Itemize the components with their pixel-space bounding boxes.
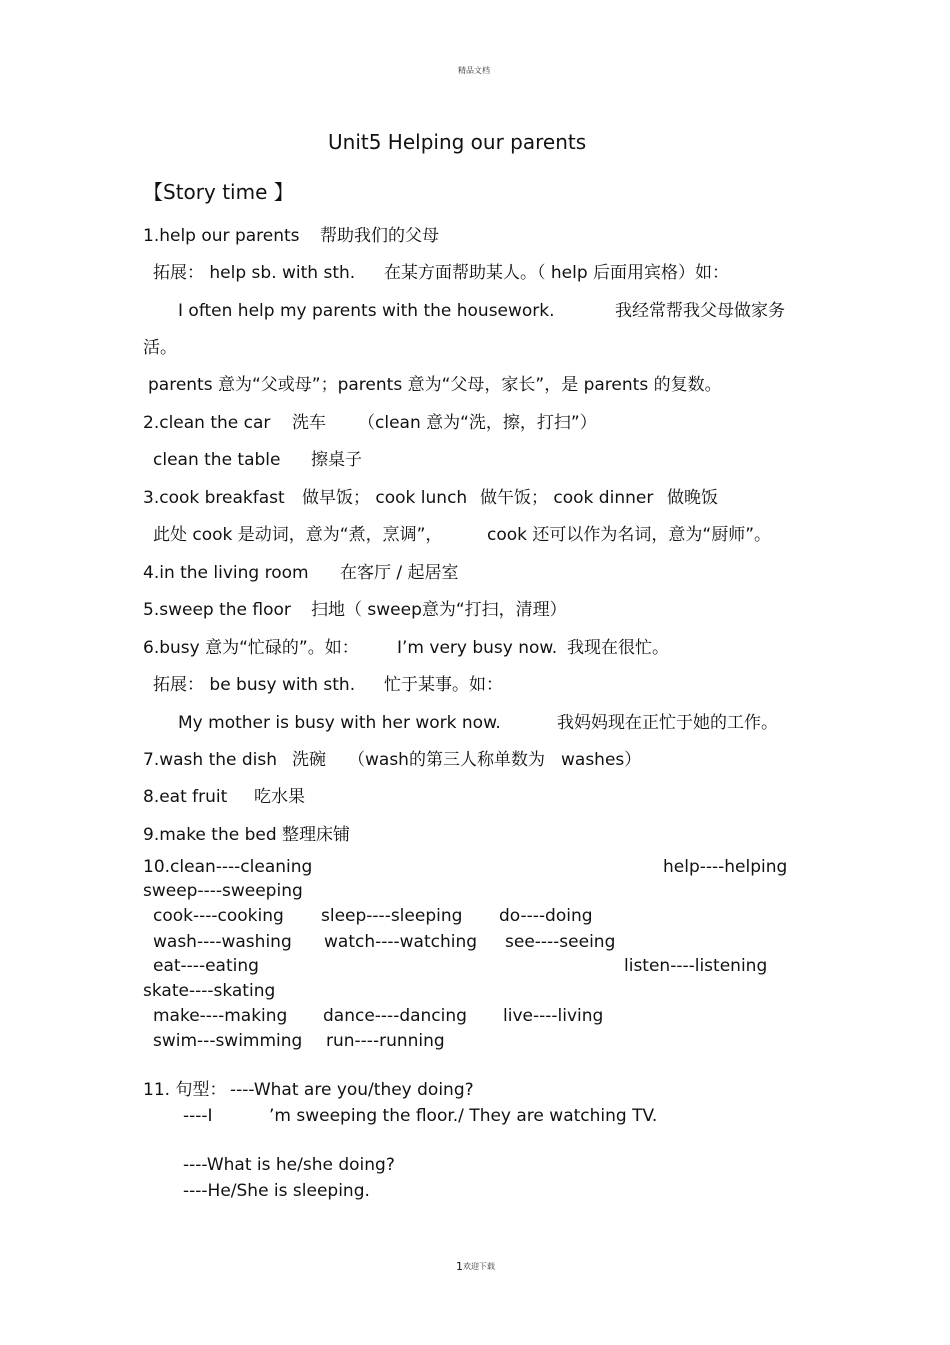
item-7-zh: 洗碗 [292, 750, 326, 770]
item-10-make: make----making [153, 1006, 288, 1026]
item-10-live: live----living [503, 1006, 604, 1026]
item-10-sleep: sleep----sleeping [321, 906, 463, 926]
item-10-dance: dance----dancing [323, 1006, 467, 1026]
item-9-zh: 整理床铺 [282, 825, 350, 845]
item-3-lunch: 做早饭； cook lunch [302, 488, 468, 508]
item-8-zh: 吃水果 [254, 787, 305, 807]
item-6-ext-en: 拓展： be busy with sth. [153, 675, 356, 695]
item-11-answer-2: ----He/She is sleeping. [183, 1181, 370, 1201]
item-5-zh: 扫地（ sweep意为“打扫，清理） [311, 600, 567, 620]
item-11-answer-1a: ----I [183, 1106, 213, 1126]
item-10-see: see----seeing [505, 932, 616, 952]
item-4-en: 4.in the living room [143, 563, 309, 583]
item-11-question-2: ----What is he/she doing? [183, 1155, 395, 1175]
item-1-example-en: I often help my parents with the housework. [178, 301, 555, 321]
item-11-question-1: ----What are you/they doing? [230, 1080, 474, 1100]
item-2-note: （clean 意为“洗，擦，打扫”） [358, 413, 597, 433]
item-11-label: 11. 句型： [143, 1080, 227, 1100]
item-10-do: do----doing [499, 906, 593, 926]
item-6-ext-zh: 忙于某事。如： [384, 675, 503, 695]
item-9-en: 9.make the bed [143, 825, 277, 845]
item-10-cook: cook----cooking [153, 906, 284, 926]
item-10-watch: watch----watching [324, 932, 478, 952]
item-2-en: 2.clean the car [143, 413, 271, 433]
item-1-zh: 帮助我们的父母 [320, 226, 439, 246]
footer-label: 欢迎下载 [463, 1262, 495, 1271]
item-10-skate: skate----skating [143, 981, 276, 1001]
item-6-example-zh: 我妈妈现在正忙于她的工作。 [557, 713, 778, 733]
item-1-example-zh: 我经常帮我父母做家务 [615, 301, 785, 321]
item-7-en: 7.wash the dish [143, 750, 278, 770]
item-1-en: 1.help our parents [143, 226, 300, 246]
item-10-sweep: sweep----sweeping [143, 881, 303, 901]
item-10-eat: eat----eating [153, 956, 259, 976]
item-10-help: help----helping [663, 857, 788, 877]
item-3-dinner: 做午饭； cook dinner [480, 488, 654, 508]
item-6-example: I’m very busy now. [397, 638, 558, 658]
item-1-ext-en: 拓展： help sb. with sth. [153, 263, 356, 283]
cook-verb-note: 此处 cook 是动词，意为“煮，烹调”， [153, 525, 443, 545]
item-5-en: 5.sweep the floor [143, 600, 291, 620]
item-10-swim: swim---swimming [153, 1031, 303, 1051]
item-1-example-wrap: 活。 [143, 338, 177, 358]
item-10-clean: 10.clean----cleaning [143, 857, 313, 877]
item-4-zh: 在客厅 / 起居室 [340, 563, 459, 583]
item-6-en: 6.busy 意为“忙碌的”。如： [143, 638, 359, 658]
clean-table-zh: 擦桌子 [311, 450, 362, 470]
item-10-wash: wash----washing [153, 932, 292, 952]
item-7-note: （wash的第三人称单数为 [348, 750, 545, 770]
item-8-en: 8.eat fruit [143, 787, 228, 807]
item-10-listen: listen----listening [624, 956, 768, 976]
parents-note: parents 意为“父或母”；parents 意为“父母，家长”，是 parents 的复数。 [148, 375, 722, 395]
item-6-zh: 我现在很忙。 [567, 638, 669, 658]
item-1-ext-zh: 在某方面帮助某人。（ help 后面用宾格）如： [384, 263, 730, 283]
header-label: 精品文档 [458, 66, 490, 75]
item-2-zh: 洗车 [292, 413, 326, 433]
item-11-answer-1b: ’m sweeping the floor./ They are watching TV. [269, 1106, 658, 1126]
page-number: 1 [456, 1260, 463, 1273]
item-3-dinner-zh: 做晚饭 [667, 488, 718, 508]
section-heading: 【Story time 】 [143, 180, 294, 204]
item-3-breakfast: 3.cook breakfast [143, 488, 285, 508]
clean-table-en: clean the table [153, 450, 281, 470]
cook-noun-note: cook 还可以作为名词，意为“厨师”。 [487, 525, 772, 545]
item-6-example-en: My mother is busy with her work now. [178, 713, 501, 733]
page-title: Unit5 Helping our parents [328, 130, 587, 154]
item-10-run: run----running [326, 1031, 445, 1051]
item-7-note-end: washes） [561, 750, 642, 770]
